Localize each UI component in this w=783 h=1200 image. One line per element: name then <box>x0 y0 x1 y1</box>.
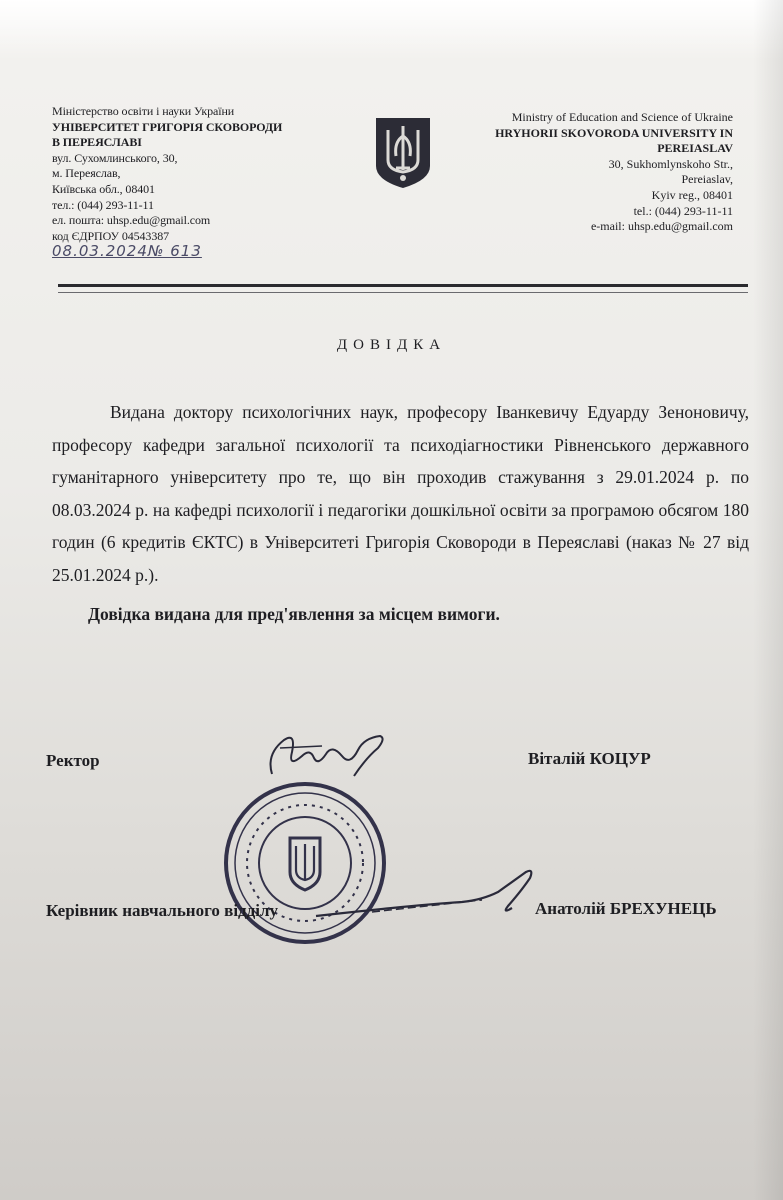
closing-statement: Довідка видана для пред'явлення за місцем вимоги. <box>88 604 500 624</box>
address-city-en: Pereiaslav, <box>681 172 733 187</box>
header-divider-thin <box>58 292 748 293</box>
body-paragraph: Видана доктору психологічних наук, професору Іванкевичу Едуарду Зеноновичу, професору кафедри загальної психології та психодіагностики Рівненського державного гуманітарного університету про те, що він проходив стажування з 29.01.2024 р. по 08.03.2024 р. на кафедрі психології і педагогіки дошкільної освіти за програмою обсягом 180 годин (6 кредитів ЄКТС) в Університеті Григорія Сковороди в Переяславі (наказ № 27 від 25.01.2024 р.). <box>52 402 749 585</box>
header-divider <box>58 284 748 287</box>
head-signature-icon <box>312 862 562 924</box>
university-city-en: PEREIASLAV <box>657 141 733 156</box>
address-region-en: Kyiv reg., 08401 <box>651 187 733 202</box>
university-name-en: HRYHORII SKOVORODA UNIVERSITY IN <box>495 125 733 140</box>
rector-label: Ректор <box>46 751 100 770</box>
address-street-en: 30, Sukhomlynskoho Str., <box>608 156 733 171</box>
ministry-name-en: Ministry of Education and Science of Ukraine <box>511 110 733 124</box>
university-city: В ПЕРЕЯСЛАВІ <box>52 135 142 150</box>
email-en: e-mail: uhsp.edu@gmail.com <box>590 219 733 234</box>
document-title: ДОВІДКА <box>336 337 447 353</box>
address-city: м. Переяслав, <box>52 166 121 181</box>
head-of-dept-name: Анатолій БРЕХУНЕЦЬ <box>535 899 717 918</box>
head-of-dept-label: Керівник навчального відділу <box>46 901 279 920</box>
ministry-name: Міністерство освіти і науки України <box>52 104 235 118</box>
university-name: УНІВЕРСИТЕТ ГРИГОРІЯ СКОВОРОДИ <box>52 119 283 134</box>
address-street: вул. Сухомлинського, 30, <box>52 150 178 165</box>
scan-highlight <box>0 0 783 60</box>
certificate-body <box>52 396 749 591</box>
address-region: Київська обл., 08401 <box>52 181 155 196</box>
registration-number: 08.03.2024№ 613 <box>52 242 202 261</box>
email: ел. пошта: uhsp.edu@gmail.com <box>52 213 211 228</box>
phone-en: tel.: (044) 293-11-11 <box>633 203 733 218</box>
rector-signature-icon <box>262 726 392 788</box>
rector-name: Віталій КОЦУР <box>528 749 651 768</box>
letterhead-ukrainian <box>52 104 352 260</box>
scan-shadow <box>753 0 783 1200</box>
trident-emblem-icon <box>374 116 432 190</box>
letterhead-english <box>433 110 733 235</box>
edrpou-code: код ЄДРПОУ 04543387 <box>52 228 170 243</box>
phone: тел.: (044) 293-11-11 <box>52 197 154 212</box>
